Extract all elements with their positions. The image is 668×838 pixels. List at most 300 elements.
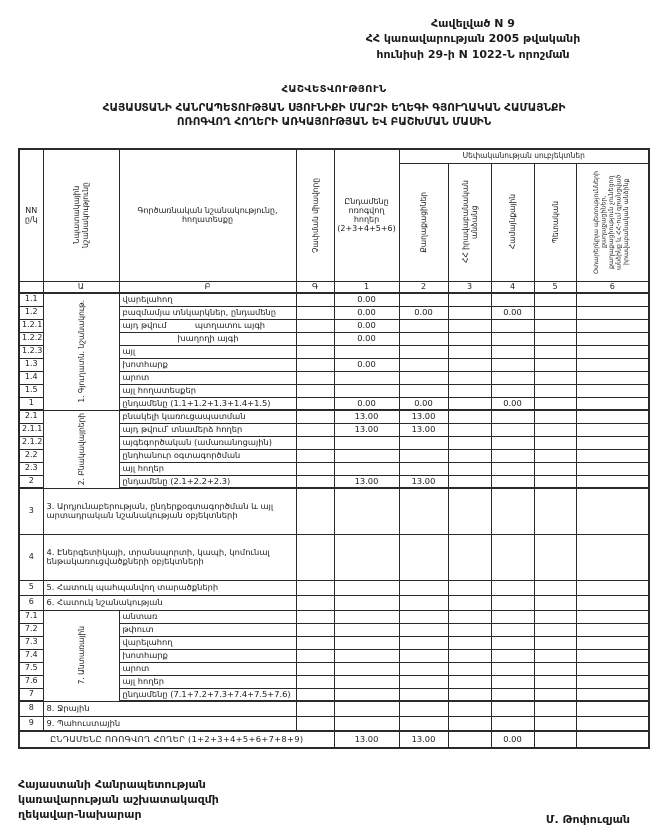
value-cell (576, 332, 649, 345)
section-label-text: 1. Գյուղատն. նշանակութ. (76, 300, 86, 404)
value-cell (491, 716, 534, 731)
value-cell (534, 449, 576, 462)
value-cell (491, 410, 534, 423)
value-cell (491, 293, 534, 306)
value-cell (399, 716, 448, 731)
unit-cell (296, 534, 334, 580)
column-letter-cell: 2 (399, 281, 448, 293)
row-label-cell: այգեգործական (ամառանոցային) (119, 436, 296, 449)
value-cell (448, 332, 491, 345)
value-cell (448, 716, 491, 731)
row-label-cell: ընդհանուր օգտագործման (119, 449, 296, 462)
value-cell (491, 688, 534, 701)
appendix-line: հունիսի 29-ի N 1022-Ն որոշման (376, 47, 570, 61)
table-row (19, 293, 649, 306)
value-cell (399, 688, 448, 701)
row-number-cell: 1.3 (19, 358, 43, 371)
value-cell (491, 449, 534, 462)
value-cell (534, 636, 576, 649)
unit-cell (296, 371, 334, 384)
row-label-cell: 3. Արդյունաբերության, ընդերքօգտագործման և այլ արտադրական նշանակության օբյեկտների (43, 488, 296, 534)
appendix-line: ՀՀ կառավարության 2005 թվականի (365, 32, 581, 46)
value-cell (576, 462, 649, 475)
unit-cell (296, 649, 334, 662)
unit-cell (296, 595, 334, 610)
subject-column-header-text: Համայնքային (508, 194, 517, 250)
value-cell (448, 688, 491, 701)
unit-cell (296, 701, 334, 716)
value-cell (399, 662, 448, 675)
value-cell (448, 475, 491, 488)
value-cell (491, 319, 534, 332)
row-label-cell: այլ (119, 345, 296, 358)
value-cell: 13.00 (399, 475, 448, 488)
value-cell (576, 731, 649, 748)
row-number-cell: 1.2.2 (19, 332, 43, 345)
column-letter-cell: 1 (334, 281, 399, 293)
value-cell (534, 371, 576, 384)
row-label-text: պտղատու այգի (194, 319, 266, 330)
value-cell (534, 623, 576, 636)
row-label-cell: բնակելի կառուցապատման (119, 410, 296, 423)
value-cell (576, 410, 649, 423)
value-cell: 0.00 (334, 397, 399, 410)
value-cell (576, 293, 649, 306)
signatory-position-line: կառավարության աշխատակազմի (18, 792, 219, 806)
row-label-cell: վարելահող (119, 636, 296, 649)
row-label-cell: խոտհարք (119, 649, 296, 662)
unit-cell (296, 397, 334, 410)
column-letter-cell (19, 281, 43, 293)
signatory-position-block (18, 778, 219, 823)
value-cell: 0.00 (334, 319, 399, 332)
row-label-cell: արոտ (119, 662, 296, 675)
value-cell (576, 371, 649, 384)
unit-cell (296, 306, 334, 319)
value-cell (399, 623, 448, 636)
row-label-cell: այլ հողատեսքեր (119, 384, 296, 397)
value-cell (534, 488, 576, 534)
value-cell (399, 595, 448, 610)
value-cell (534, 293, 576, 306)
value-cell (491, 580, 534, 595)
subject-column-header-text: Պետական (550, 200, 560, 244)
value-cell (334, 649, 399, 662)
value-cell (334, 701, 399, 716)
row-number-cell: 7.6 (19, 675, 43, 688)
value-cell (534, 384, 576, 397)
table-row (19, 410, 649, 423)
report-table-wrap (18, 148, 650, 749)
row-label-cell: թփուտ (119, 623, 296, 636)
row-number-cell: 3 (19, 488, 43, 534)
value-cell (491, 423, 534, 436)
value-cell (399, 332, 448, 345)
row-number-cell: 7.3 (19, 636, 43, 649)
value-cell (399, 293, 448, 306)
row-number-cell: 2.3 (19, 462, 43, 475)
subject-column-header (399, 163, 448, 281)
value-cell (534, 610, 576, 623)
unit-cell (296, 662, 334, 675)
value-cell (448, 534, 491, 580)
value-cell (534, 716, 576, 731)
value-cell (448, 649, 491, 662)
value-cell (576, 623, 649, 636)
unit-cell (296, 319, 334, 332)
header-row-group (19, 149, 649, 163)
title-block (10, 84, 658, 129)
value-cell (491, 345, 534, 358)
subject-column-header (576, 163, 649, 281)
unit-cell (296, 293, 334, 306)
value-cell (576, 475, 649, 488)
value-cell (399, 449, 448, 462)
value-cell (448, 731, 491, 748)
row-label-cell: ընդամենը (2.1+2.2+2.3) (119, 475, 296, 488)
unit-cell (296, 436, 334, 449)
grand-total-row (19, 731, 649, 748)
subject-column-header-text: ՀՀ իրավաբանական անձանց (460, 180, 479, 264)
table-row (19, 580, 649, 595)
value-cell (399, 319, 448, 332)
value-cell: 0.00 (491, 397, 534, 410)
value-cell (534, 649, 576, 662)
report-title-line: ՈՌՈԳՎՈՂ ՀՈՂԵՐԻ ԱՌԿԱՅՈՒԹՅԱՆ ԵՎ ԲԱՇԽՄԱՆ ՄԱՍԻՆ (176, 115, 492, 128)
row-number-cell: 2.1 (19, 410, 43, 423)
row-label-cell: 4. Էներգետիկայի, տրանսպորտի, կապի, կոմունալ ենթակառուցվածքների օբյեկտների (43, 534, 296, 580)
value-cell (448, 662, 491, 675)
section-label-cell (43, 293, 119, 410)
value-cell (448, 410, 491, 423)
value-cell (399, 462, 448, 475)
row-number-cell: 5 (19, 580, 43, 595)
value-cell (399, 610, 448, 623)
value-cell (448, 293, 491, 306)
value-cell (334, 675, 399, 688)
value-cell: 0.00 (399, 306, 448, 319)
value-cell (448, 449, 491, 462)
unit-cell (296, 688, 334, 701)
row-number-cell: 1 (19, 397, 43, 410)
value-cell: 13.00 (399, 410, 448, 423)
value-cell (576, 488, 649, 534)
row-number-cell: 1.2 (19, 306, 43, 319)
row-number-cell: 1.4 (19, 371, 43, 384)
value-cell (491, 488, 534, 534)
value-cell: 0.00 (491, 731, 534, 748)
value-cell (448, 358, 491, 371)
row-number-cell: 2.1.2 (19, 436, 43, 449)
value-cell (334, 595, 399, 610)
value-cell: 0.00 (491, 306, 534, 319)
value-cell (576, 449, 649, 462)
unit-cell (296, 623, 334, 636)
value-cell (576, 358, 649, 371)
table-row (19, 716, 649, 731)
row-number-cell: 7 (19, 688, 43, 701)
value-cell: 0.00 (334, 306, 399, 319)
column-letters-row (19, 281, 649, 293)
value-cell (491, 436, 534, 449)
unit-cell (296, 384, 334, 397)
report-table (18, 148, 650, 749)
unit-cell (296, 423, 334, 436)
value-cell (334, 636, 399, 649)
value-cell (334, 462, 399, 475)
value-cell (448, 384, 491, 397)
column-letter-cell: 5 (534, 281, 576, 293)
value-cell (334, 610, 399, 623)
value-cell (448, 436, 491, 449)
value-cell (334, 580, 399, 595)
value-cell (491, 332, 534, 345)
value-cell (576, 649, 649, 662)
value-cell (576, 675, 649, 688)
row-label-cell: արոտ (119, 371, 296, 384)
row-number-cell: 1.2.3 (19, 345, 43, 358)
value-cell (448, 462, 491, 475)
value-cell (399, 488, 448, 534)
value-cell: 13.00 (334, 423, 399, 436)
row-label-cell: 6. Հատուկ նշանակության (43, 595, 296, 610)
value-cell (534, 332, 576, 345)
column-letter-cell: 3 (448, 281, 491, 293)
col-header-functional: Գործառնական նշանակությունը, հողատեսքը (119, 149, 296, 281)
value-cell: 0.00 (334, 358, 399, 371)
value-cell (399, 636, 448, 649)
col-header-purpose (43, 149, 119, 281)
value-cell (576, 580, 649, 595)
value-cell (448, 623, 491, 636)
unit-cell (296, 716, 334, 731)
section-label-text: 7. Անտառային (76, 626, 86, 685)
value-cell (399, 675, 448, 688)
value-cell (534, 436, 576, 449)
value-cell (576, 384, 649, 397)
column-letter-cell: Ա (43, 281, 119, 293)
value-cell (576, 716, 649, 731)
value-cell (448, 397, 491, 410)
value-cell (534, 462, 576, 475)
value-cell (448, 488, 491, 534)
value-cell (399, 534, 448, 580)
report-title-line: ՀԱՅԱՍՏԱՆԻ ՀԱՆՐԱՊԵՏՈՒԹՅԱՆ ՍՅՈՒՆԻՔԻ ՄԱՐԶԻ ԵՂԵԳԻ ԳՅՈՒՂԱԿԱՆ ՀԱՄԱՅՆՔԻ (102, 102, 566, 114)
value-cell (491, 475, 534, 488)
value-cell (534, 358, 576, 371)
unit-cell (296, 332, 334, 345)
value-cell (334, 716, 399, 731)
value-cell (399, 358, 448, 371)
row-label-cell: այլ հողեր (119, 462, 296, 475)
value-cell (491, 636, 534, 649)
row-number-cell: 4 (19, 534, 43, 580)
value-cell (334, 436, 399, 449)
table-row (19, 534, 649, 580)
value-cell (491, 384, 534, 397)
value-cell (334, 623, 399, 636)
value-cell: 0.00 (334, 332, 399, 345)
value-cell (448, 580, 491, 595)
value-cell (534, 688, 576, 701)
unit-cell (296, 410, 334, 423)
value-cell (491, 623, 534, 636)
appendix-reference (300, 16, 646, 62)
row-number-cell: 8 (19, 701, 43, 716)
row-label-cell: անտառ (119, 610, 296, 623)
value-cell: 13.00 (334, 410, 399, 423)
value-cell (448, 345, 491, 358)
row-number-cell: 2.2 (19, 449, 43, 462)
unit-cell (296, 358, 334, 371)
row-number-cell: 1.1 (19, 293, 43, 306)
value-cell: 13.00 (399, 423, 448, 436)
value-cell (448, 371, 491, 384)
row-number-cell: 7.2 (19, 623, 43, 636)
table-row (19, 610, 649, 623)
row-label-cell: բազմամյա տնկարկներ, ընդամենը (119, 306, 296, 319)
value-cell (534, 475, 576, 488)
value-cell (576, 701, 649, 716)
value-cell: 13.00 (334, 731, 399, 748)
row-number-cell: 9 (19, 716, 43, 731)
value-cell (448, 701, 491, 716)
column-letter-cell: Գ (296, 281, 334, 293)
subject-column-header-text: Քաղաքացիներ (419, 191, 428, 253)
column-letter-cell: 4 (491, 281, 534, 293)
column-letter-cell: 6 (576, 281, 649, 293)
value-cell (334, 345, 399, 358)
value-cell (576, 423, 649, 436)
row-number-cell: 6 (19, 595, 43, 610)
value-cell (334, 534, 399, 580)
value-cell (491, 371, 534, 384)
row-label-cell: ընդամենը (7.1+7.2+7.3+7.4+7.5+7.6) (119, 688, 296, 701)
value-cell (534, 397, 576, 410)
value-cell (576, 345, 649, 358)
row-label-cell: ընդամենը (1.1+1.2+1.3+1.4+1.5) (119, 397, 296, 410)
value-cell (399, 345, 448, 358)
row-label-prefix: այդ թվում (122, 319, 167, 330)
value-cell (491, 675, 534, 688)
row-label-cell: խոտհարք (119, 358, 296, 371)
value-cell (448, 595, 491, 610)
section-label-text: 2. Բնակավայրերի (76, 412, 86, 486)
value-cell (534, 580, 576, 595)
signatory-position-line: Հայաստանի Հանրապետության (18, 778, 206, 791)
value-cell (448, 636, 491, 649)
col-header-total-irrigated: Ընդամենը ոռոգվող հողեր (2+3+4+5+6) (334, 149, 399, 281)
section-label-cell (43, 410, 119, 488)
value-cell (491, 610, 534, 623)
unit-cell (296, 462, 334, 475)
row-label-cell: խաղողի այգի (119, 332, 296, 345)
col-header-purpose-text: Նպատակային նշանակությունը (72, 182, 90, 249)
value-cell: 13.00 (399, 731, 448, 748)
row-number-cell: 7.5 (19, 662, 43, 675)
signatory-name: Մ. Թոփուզյան (545, 813, 630, 826)
value-cell (576, 595, 649, 610)
col-header-unit (296, 149, 334, 281)
section-label-cell (43, 610, 119, 701)
row-number-cell: 2 (19, 475, 43, 488)
unit-cell (296, 475, 334, 488)
value-cell (448, 306, 491, 319)
appendix-line: Հավելված N 9 (431, 17, 515, 30)
unit-cell (296, 488, 334, 534)
value-cell (399, 580, 448, 595)
grand-total-label: ԸՆԴԱՄԵՆԸ ՈՌՈԳՎՈՂ ՀՈՂԵՐ (1+2+3+4+5+6+7+8+9) (19, 731, 334, 748)
value-cell (534, 662, 576, 675)
value-cell (399, 701, 448, 716)
value-cell (491, 358, 534, 371)
value-cell: 13.00 (334, 475, 399, 488)
subject-column-header-text: Օտարերկրյա պետությունների քաղաքացիներ, քաղաքացիություն չունեցող անձինք և ՀՀ-ում գրանցված իրավաբանական անձինք (593, 170, 631, 274)
value-cell (491, 701, 534, 716)
column-letter-cell: Բ (119, 281, 296, 293)
value-cell (534, 423, 576, 436)
value-cell (491, 534, 534, 580)
value-cell (534, 675, 576, 688)
value-cell: 0.00 (334, 293, 399, 306)
row-label-cell: 5. Հատուկ պահպանվող տարածքների (43, 580, 296, 595)
row-label-cell: այդ թվում՝ տնամերձ հողեր (119, 423, 296, 436)
value-cell (576, 662, 649, 675)
value-cell (534, 595, 576, 610)
report-heading: ՀԱՇՎԵՏՎՈՒԹՅՈՒՆ (281, 84, 387, 95)
row-number-cell: 1.5 (19, 384, 43, 397)
value-cell (491, 662, 534, 675)
value-cell (534, 306, 576, 319)
signatory-position-line: ղեկավար-նախարար (18, 807, 142, 821)
value-cell (334, 384, 399, 397)
value-cell (534, 319, 576, 332)
value-cell (399, 371, 448, 384)
value-cell (534, 534, 576, 580)
value-cell (534, 731, 576, 748)
col-header-number: NN ը/կ (19, 149, 43, 281)
unit-cell (296, 345, 334, 358)
value-cell (491, 595, 534, 610)
value-cell (334, 688, 399, 701)
value-cell (334, 449, 399, 462)
value-cell (576, 397, 649, 410)
table-row (19, 701, 649, 716)
value-cell (576, 436, 649, 449)
value-cell (576, 534, 649, 580)
report-table-body (19, 293, 649, 748)
subject-column-header (491, 163, 534, 281)
row-label-cell (119, 319, 296, 332)
value-cell (491, 462, 534, 475)
value-cell (534, 345, 576, 358)
row-label-cell: 9. Պահուստային (43, 716, 296, 731)
value-cell (576, 610, 649, 623)
value-cell (334, 371, 399, 384)
value-cell (534, 410, 576, 423)
value-cell (576, 688, 649, 701)
subject-column-header (448, 163, 491, 281)
row-label-cell: 8. Ջրային (43, 701, 296, 716)
unit-cell (296, 580, 334, 595)
value-cell (534, 701, 576, 716)
value-cell (399, 384, 448, 397)
col-header-unit-text: Չափման միավորը (310, 177, 320, 253)
row-number-cell: 1.2.1 (19, 319, 43, 332)
row-label-cell: այլ հողեր (119, 675, 296, 688)
value-cell (576, 306, 649, 319)
value-cell (576, 319, 649, 332)
